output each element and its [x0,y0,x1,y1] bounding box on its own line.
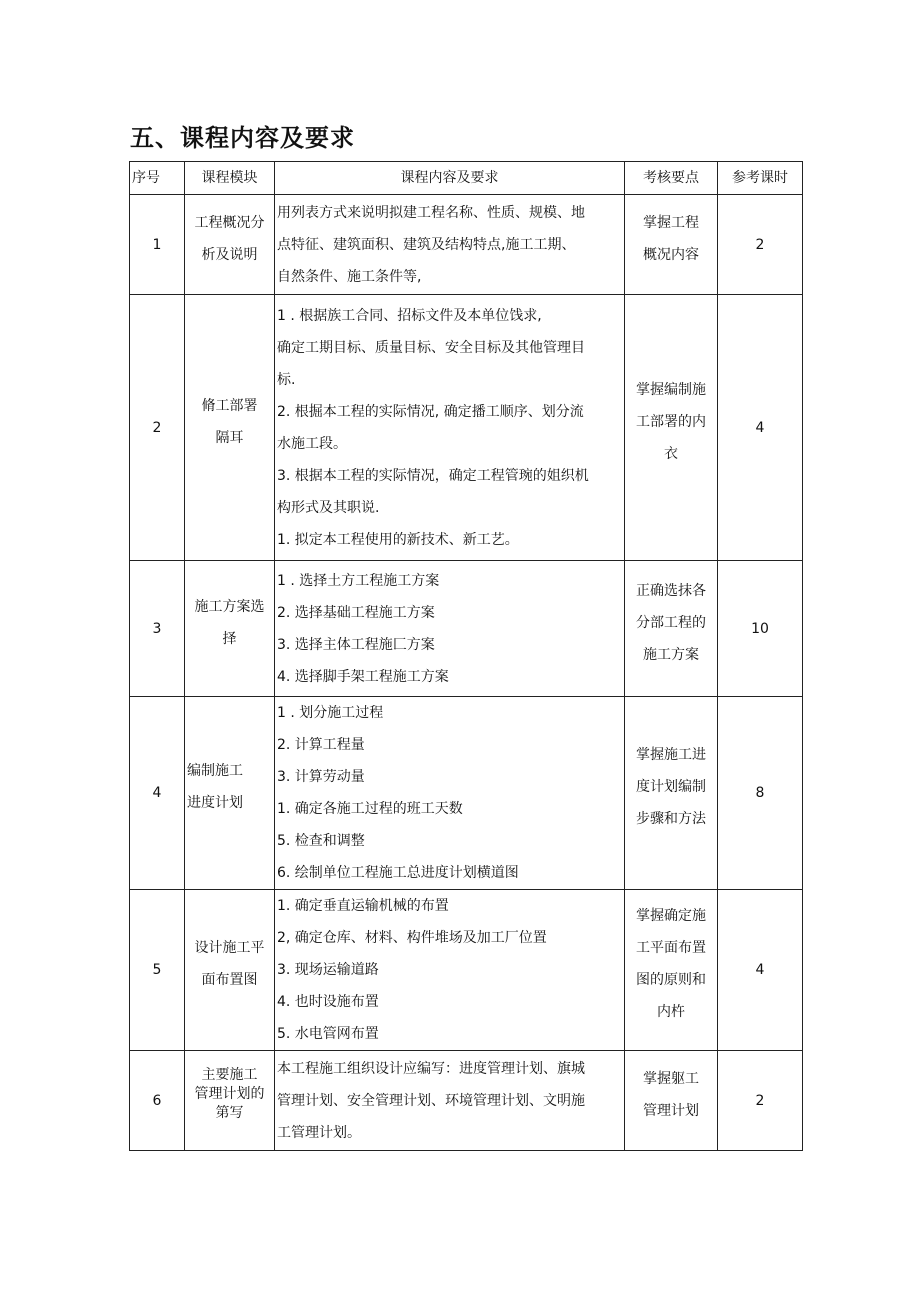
content-line: 确定工期目标、质量目标、安全目标及其他管理目 [277,339,585,356]
points-line: 工平面布置 [636,940,706,956]
row-hours: 4 [718,890,803,1051]
points-line: 掌握确定施 [636,908,706,924]
row-points [625,890,718,1051]
row-no: 6 [130,1051,185,1151]
module-line: 面布置图 [201,972,258,988]
content-line: 水施工段。 [277,435,347,452]
points-line: 衣 [664,445,678,462]
content-line: 5. 检查和调整 [277,833,365,849]
header-hours: 参考课时 [718,162,803,195]
content-line: 点特征、建筑面积、建筑及结构特点,施工工期、 [277,236,576,253]
header-module: 课程模块 [185,162,275,195]
content-line: 3. 选择主体工程施匚方案 [277,636,435,653]
content-line: 管理计划、安全管理计划、环境管理计划、文明施 [277,1092,585,1109]
module-line: 择 [222,630,237,647]
content-line: 5. 水电管网布置 [277,1026,379,1042]
points-line: 分部工程的 [636,614,706,631]
row-points [625,295,718,561]
points-line: 图的原则和 [636,972,706,988]
module-line: 隔耳 [215,429,244,446]
points-line: 内杵 [657,1004,685,1020]
points-line: 掌握躯工 [643,1070,699,1087]
points-line: 掌握施工进 [636,747,706,763]
points-line: 步骤和方法 [636,811,706,827]
content-line: 1. 确定各施工过程的班工天数 [277,801,463,817]
row-content [275,890,625,1051]
points-line: 掌握编制施 [636,381,706,398]
row-hours: 2 [718,1051,803,1151]
content-line: 自然条件、施工条件等, [277,268,422,285]
row-module [185,561,275,697]
row-no: 4 [130,697,185,890]
row-module [185,295,275,561]
content-line: 1. 拟定本工程使用的新技术、新工艺。 [277,531,519,548]
row-no: 3 [130,561,185,697]
points-line: 管理计划 [643,1102,699,1119]
points-line: 掌握工程 [643,214,699,231]
content-line: 6. 绘制单位工程施工总进度计划横道图 [277,865,519,881]
table-row [130,697,803,890]
row-no: 1 [130,195,185,295]
content-line: 2. 根掘本工程的实际情况, 确定播工顺序、划分流 [277,403,584,420]
header-no: 序号 [130,162,185,195]
row-content [275,295,625,561]
content-line: 3. 计算劳动量 [277,769,365,785]
points-line: 正确选抹各 [636,582,706,599]
module-line: 工程概况分 [194,214,265,231]
module-line: 施工方案选 [194,598,265,615]
content-line: 2, 确定仓库、材料、构件堆场及加工厂位置 [277,930,547,946]
row-module [185,195,275,295]
module-line: 脩工部署 [201,397,258,414]
row-hours: 10 [718,561,803,697]
table-header-row [130,162,803,195]
row-module [185,1051,275,1151]
content-line: 本工程施工组织设计应编写：进度管理计划、旗城 [277,1060,585,1077]
content-line: 工管理计划。 [277,1124,361,1141]
content-line: 2. 计算工程量 [277,737,365,753]
row-points [625,697,718,890]
header-points: 考核要点 [625,162,718,195]
module-line: 析及说明 [201,246,258,263]
points-line: 工部署的内 [636,413,706,430]
module-line: 第写 [215,1105,244,1121]
content-line: 3. 根据本工程的实际情况，确定工程管琬的姐织机 [277,467,589,484]
row-hours: 4 [718,295,803,561]
course-content-table [129,161,803,1151]
content-line: 1 . 根据族工合同、招标文件及本单位饯求, [277,307,542,324]
points-line: 施工方案 [643,646,699,663]
row-content [275,697,625,890]
table-row [130,561,803,697]
points-line: 度计划编制 [636,779,706,795]
points-line: 概况内容 [643,246,699,263]
row-content [275,1051,625,1151]
row-points [625,1051,718,1151]
module-line: 设计施工平 [194,940,265,956]
content-line: 1. 确定垂直运输机械的布置 [277,898,449,914]
row-points [625,561,718,697]
row-module [185,890,275,1051]
module-line: 主要施工 [201,1067,258,1083]
table-row [130,890,803,1051]
module-line: 进度计划 [187,795,243,811]
row-no: 2 [130,295,185,561]
content-line: 2. 选择基础工程施工方案 [277,604,435,621]
module-line: 管理计划的 [194,1086,265,1102]
section-heading: 五、课程内容及要求 [130,124,355,152]
content-line: 1 . 划分施工过程 [277,705,384,721]
row-module [185,697,275,890]
content-line: 用列表方式来说明拟建工程名称、性质、规模、地 [277,204,585,221]
row-points [625,195,718,295]
table-row [130,195,803,295]
header-content: 课程内容及要求 [275,162,625,195]
content-line: 构形式及其职说. [277,499,380,516]
content-line: 4. 也时设施布置 [277,994,379,1010]
row-content [275,561,625,697]
row-hours: 2 [718,195,803,295]
table-row [130,295,803,561]
row-hours: 8 [718,697,803,890]
row-no: 5 [130,890,185,1051]
content-line: 1 . 选择土方工程施工方案 [277,572,440,589]
content-line: 4. 选择脚手架工程施工方案 [277,668,449,685]
content-line: 标. [277,371,296,388]
content-line: 3. 现场运输道路 [277,962,379,978]
table-row [130,1051,803,1151]
module-line: 编制施工 [187,763,243,779]
row-content [275,195,625,295]
